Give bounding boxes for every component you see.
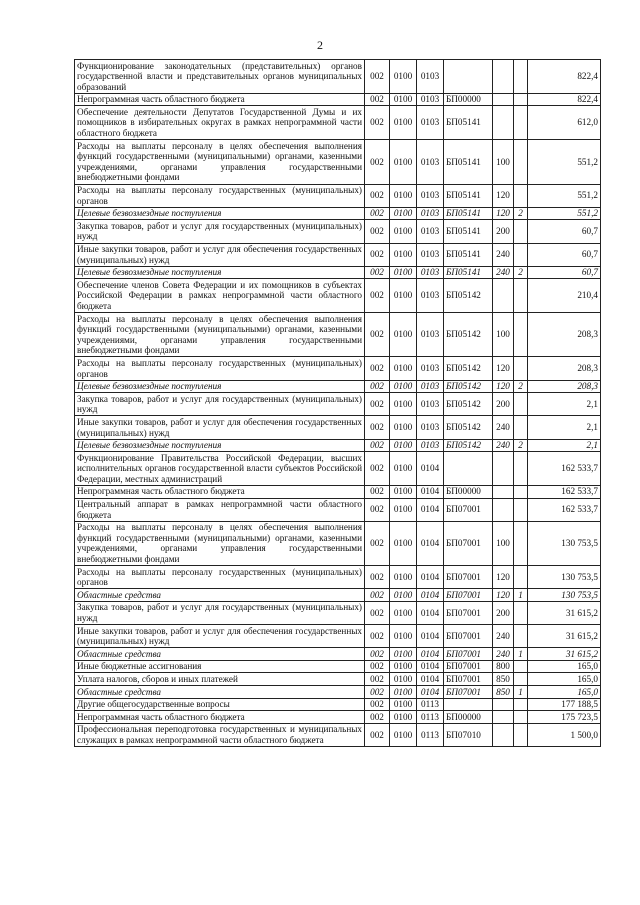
- target-article-cell: БП00000: [444, 711, 493, 724]
- section-code-cell: 0100: [390, 184, 417, 207]
- subsection-code-cell: 0103: [417, 106, 444, 140]
- admin-code-cell: 002: [365, 498, 390, 521]
- target-article-cell: [444, 698, 493, 711]
- target-article-cell: БП05142: [444, 380, 493, 393]
- admin-code-cell: 002: [365, 521, 390, 565]
- expense-name-cell: Расходы на выплаты персоналу государственных (муниципальных) органов: [75, 566, 365, 589]
- section-code-cell: 0100: [390, 313, 417, 357]
- amount-cell: 208,3: [528, 380, 601, 393]
- section-code-cell: 0100: [390, 207, 417, 220]
- table-row: [75, 601, 601, 624]
- target-article-cell: БП07001: [444, 648, 493, 661]
- table-row: [75, 184, 601, 207]
- expense-type-cell: [493, 93, 514, 106]
- funding-source-cell: 2: [514, 207, 528, 220]
- expense-name-cell: Функционирование Правительства Российской Федерации, высших исполнительных органов государственной власти субъектов Российской Федерации, местных администраций: [75, 452, 365, 486]
- amount-cell: 165,0: [528, 673, 601, 686]
- section-code-cell: 0100: [390, 439, 417, 452]
- admin-code-cell: 002: [365, 266, 390, 279]
- table-row: [75, 723, 601, 746]
- amount-cell: 175 723,5: [528, 711, 601, 724]
- amount-cell: 60,7: [528, 243, 601, 266]
- table-row: [75, 416, 601, 439]
- subsection-code-cell: 0113: [417, 711, 444, 724]
- admin-code-cell: 002: [365, 566, 390, 589]
- budget-table: [74, 59, 601, 747]
- expense-type-cell: 240: [493, 625, 514, 648]
- table-row: [75, 207, 601, 220]
- expense-type-cell: 120: [493, 357, 514, 380]
- expense-name-cell: Целевые безвозмездные поступления: [75, 380, 365, 393]
- subsection-code-cell: 0113: [417, 723, 444, 746]
- section-code-cell: 0100: [390, 686, 417, 699]
- expense-name-cell: Расходы на выплаты персоналу в целях обеспечения выполнения функций государственными (муниципальными) органами, казенными учреждениями, органами управления государственными внебюджетными фондами: [75, 521, 365, 565]
- amount-cell: 130 753,5: [528, 521, 601, 565]
- table-row: [75, 589, 601, 602]
- expense-name-cell: Иные закупки товаров, работ и услуг для обеспечения государственных (муниципальных) нужд: [75, 416, 365, 439]
- table-row: [75, 498, 601, 521]
- expense-name-cell: Профессиональная переподготовка государственных и муниципальных служащих в рамках непрограммной части областного бюджета: [75, 723, 365, 746]
- amount-cell: 208,3: [528, 313, 601, 357]
- expense-type-cell: 240: [493, 416, 514, 439]
- expense-type-cell: [493, 485, 514, 498]
- target-article-cell: БП07001: [444, 601, 493, 624]
- table-row: [75, 243, 601, 266]
- amount-cell: 2,1: [528, 393, 601, 416]
- target-article-cell: БП05142: [444, 416, 493, 439]
- admin-code-cell: 002: [365, 313, 390, 357]
- target-article-cell: БП05142: [444, 439, 493, 452]
- expense-name-cell: Расходы на выплаты персоналу государственных (муниципальных) органов: [75, 357, 365, 380]
- admin-code-cell: 002: [365, 184, 390, 207]
- table-row: [75, 711, 601, 724]
- admin-code-cell: 002: [365, 723, 390, 746]
- table-row: [75, 648, 601, 661]
- target-article-cell: БП05141: [444, 207, 493, 220]
- target-article-cell: БП07001: [444, 566, 493, 589]
- expense-name-cell: Обеспечение деятельности Депутатов Государственной Думы и их помощников в избирательных округах в рамках непрограммной части областного бюджета: [75, 106, 365, 140]
- table-row: [75, 106, 601, 140]
- expense-name-cell: Непрограммная часть областного бюджета: [75, 93, 365, 106]
- amount-cell: 551,2: [528, 140, 601, 184]
- funding-source-cell: [514, 660, 528, 673]
- subsection-code-cell: 0103: [417, 220, 444, 243]
- expense-name-cell: Расходы на выплаты персоналу в целях обеспечения выполнения функций государственными (муниципальными) органами, казенными учреждениями, органами управления государственными внебюджетными фондами: [75, 313, 365, 357]
- funding-source-cell: [514, 723, 528, 746]
- table-row: [75, 566, 601, 589]
- section-code-cell: 0100: [390, 698, 417, 711]
- funding-source-cell: 2: [514, 439, 528, 452]
- expense-name-cell: Закупка товаров, работ и услуг для государственных (муниципальных) нужд: [75, 601, 365, 624]
- admin-code-cell: 002: [365, 686, 390, 699]
- subsection-code-cell: 0113: [417, 698, 444, 711]
- section-code-cell: 0100: [390, 452, 417, 486]
- section-code-cell: 0100: [390, 393, 417, 416]
- amount-cell: 60,7: [528, 220, 601, 243]
- subsection-code-cell: 0103: [417, 140, 444, 184]
- amount-cell: 177 188,5: [528, 698, 601, 711]
- admin-code-cell: 002: [365, 393, 390, 416]
- target-article-cell: БП07001: [444, 625, 493, 648]
- expense-type-cell: 240: [493, 439, 514, 452]
- funding-source-cell: [514, 313, 528, 357]
- expense-name-cell: Уплата налогов, сборов и иных платежей: [75, 673, 365, 686]
- section-code-cell: 0100: [390, 589, 417, 602]
- funding-source-cell: [514, 485, 528, 498]
- expense-type-cell: 120: [493, 589, 514, 602]
- subsection-code-cell: 0103: [417, 279, 444, 313]
- target-article-cell: БП05141: [444, 184, 493, 207]
- expense-name-cell: Функционирование законодательных (представительных) органов государственной власти и представительных органов муниципальных образований: [75, 60, 365, 94]
- subsection-code-cell: 0104: [417, 452, 444, 486]
- amount-cell: 822,4: [528, 60, 601, 94]
- section-code-cell: 0100: [390, 60, 417, 94]
- section-code-cell: 0100: [390, 380, 417, 393]
- table-row: [75, 625, 601, 648]
- expense-name-cell: Иные закупки товаров, работ и услуг для обеспечения государственных (муниципальных) нужд: [75, 625, 365, 648]
- section-code-cell: 0100: [390, 140, 417, 184]
- admin-code-cell: 002: [365, 380, 390, 393]
- expense-type-cell: 850: [493, 673, 514, 686]
- funding-source-cell: [514, 711, 528, 724]
- subsection-code-cell: 0103: [417, 357, 444, 380]
- admin-code-cell: 002: [365, 648, 390, 661]
- amount-cell: 130 753,5: [528, 566, 601, 589]
- funding-source-cell: [514, 416, 528, 439]
- target-article-cell: БП07001: [444, 673, 493, 686]
- expense-type-cell: 800: [493, 660, 514, 673]
- admin-code-cell: 002: [365, 60, 390, 94]
- table-row: [75, 220, 601, 243]
- expense-name-cell: Непрограммная часть областного бюджета: [75, 485, 365, 498]
- subsection-code-cell: 0104: [417, 566, 444, 589]
- admin-code-cell: 002: [365, 106, 390, 140]
- target-article-cell: БП05141: [444, 220, 493, 243]
- target-article-cell: БП00000: [444, 93, 493, 106]
- admin-code-cell: 002: [365, 140, 390, 184]
- subsection-code-cell: 0104: [417, 625, 444, 648]
- expense-name-cell: Центральный аппарат в рамках непрограммной части областного бюджета: [75, 498, 365, 521]
- funding-source-cell: [514, 106, 528, 140]
- expense-type-cell: 240: [493, 243, 514, 266]
- subsection-code-cell: 0103: [417, 313, 444, 357]
- section-code-cell: 0100: [390, 711, 417, 724]
- admin-code-cell: 002: [365, 93, 390, 106]
- funding-source-cell: [514, 357, 528, 380]
- amount-cell: 162 533,7: [528, 485, 601, 498]
- expense-type-cell: 200: [493, 393, 514, 416]
- target-article-cell: БП07001: [444, 686, 493, 699]
- subsection-code-cell: 0103: [417, 439, 444, 452]
- funding-source-cell: 2: [514, 266, 528, 279]
- subsection-code-cell: 0103: [417, 93, 444, 106]
- amount-cell: 162 533,7: [528, 498, 601, 521]
- funding-source-cell: 1: [514, 589, 528, 602]
- table-row: [75, 698, 601, 711]
- amount-cell: 165,0: [528, 660, 601, 673]
- expense-name-cell: Областные средства: [75, 648, 365, 661]
- expense-type-cell: 120: [493, 207, 514, 220]
- funding-source-cell: [514, 521, 528, 565]
- expense-name-cell: Областные средства: [75, 589, 365, 602]
- expense-name-cell: Иные закупки товаров, работ и услуг для обеспечения государственных (муниципальных) нужд: [75, 243, 365, 266]
- expense-name-cell: Иные бюджетные ассигнования: [75, 660, 365, 673]
- section-code-cell: 0100: [390, 106, 417, 140]
- subsection-code-cell: 0104: [417, 521, 444, 565]
- funding-source-cell: [514, 393, 528, 416]
- section-code-cell: 0100: [390, 601, 417, 624]
- amount-cell: 822,4: [528, 93, 601, 106]
- table-row: [75, 93, 601, 106]
- expense-type-cell: 240: [493, 266, 514, 279]
- table-row: [75, 660, 601, 673]
- admin-code-cell: 002: [365, 485, 390, 498]
- funding-source-cell: [514, 243, 528, 266]
- table-row: [75, 140, 601, 184]
- expense-type-cell: 100: [493, 313, 514, 357]
- funding-source-cell: [514, 566, 528, 589]
- table-row: [75, 439, 601, 452]
- table-row: [75, 357, 601, 380]
- admin-code-cell: 002: [365, 589, 390, 602]
- admin-code-cell: 002: [365, 625, 390, 648]
- expense-name-cell: Непрограммная часть областного бюджета: [75, 711, 365, 724]
- admin-code-cell: 002: [365, 452, 390, 486]
- section-code-cell: 0100: [390, 93, 417, 106]
- section-code-cell: 0100: [390, 279, 417, 313]
- funding-source-cell: [514, 279, 528, 313]
- expense-name-cell: Другие общегосударственные вопросы: [75, 698, 365, 711]
- expense-name-cell: Целевые безвозмездные поступления: [75, 207, 365, 220]
- expense-type-cell: 850: [493, 686, 514, 699]
- subsection-code-cell: 0103: [417, 416, 444, 439]
- amount-cell: 2,1: [528, 416, 601, 439]
- target-article-cell: БП05141: [444, 140, 493, 184]
- subsection-code-cell: 0103: [417, 266, 444, 279]
- funding-source-cell: [514, 698, 528, 711]
- target-article-cell: БП07010: [444, 723, 493, 746]
- amount-cell: 162 533,7: [528, 452, 601, 486]
- page-number: 2: [317, 38, 323, 52]
- target-article-cell: БП00000: [444, 485, 493, 498]
- subsection-code-cell: 0103: [417, 60, 444, 94]
- funding-source-cell: [514, 498, 528, 521]
- subsection-code-cell: 0103: [417, 243, 444, 266]
- table-row: [75, 452, 601, 486]
- target-article-cell: БП05142: [444, 357, 493, 380]
- admin-code-cell: 002: [365, 439, 390, 452]
- admin-code-cell: 002: [365, 243, 390, 266]
- amount-cell: 60,7: [528, 266, 601, 279]
- amount-cell: 31 615,2: [528, 648, 601, 661]
- amount-cell: 1 500,0: [528, 723, 601, 746]
- expense-name-cell: Закупка товаров, работ и услуг для государственных (муниципальных) нужд: [75, 220, 365, 243]
- section-code-cell: 0100: [390, 416, 417, 439]
- amount-cell: 551,2: [528, 184, 601, 207]
- target-article-cell: БП07001: [444, 589, 493, 602]
- expense-type-cell: 100: [493, 521, 514, 565]
- table-row: [75, 313, 601, 357]
- subsection-code-cell: 0104: [417, 686, 444, 699]
- expense-type-cell: 200: [493, 220, 514, 243]
- subsection-code-cell: 0104: [417, 589, 444, 602]
- expense-type-cell: [493, 106, 514, 140]
- funding-source-cell: [514, 452, 528, 486]
- expense-type-cell: 200: [493, 601, 514, 624]
- table-row: [75, 266, 601, 279]
- expense-name-cell: Целевые безвозмездные поступления: [75, 266, 365, 279]
- expense-type-cell: [493, 279, 514, 313]
- section-code-cell: 0100: [390, 266, 417, 279]
- funding-source-cell: [514, 60, 528, 94]
- expense-type-cell: [493, 452, 514, 486]
- table-row: [75, 521, 601, 565]
- section-code-cell: 0100: [390, 243, 417, 266]
- target-article-cell: БП05142: [444, 313, 493, 357]
- table-row: [75, 60, 601, 94]
- funding-source-cell: [514, 93, 528, 106]
- target-article-cell: [444, 452, 493, 486]
- amount-cell: 2,1: [528, 439, 601, 452]
- expense-type-cell: [493, 60, 514, 94]
- subsection-code-cell: 0103: [417, 380, 444, 393]
- funding-source-cell: 1: [514, 686, 528, 699]
- subsection-code-cell: 0103: [417, 207, 444, 220]
- table-row: [75, 279, 601, 313]
- amount-cell: 31 615,2: [528, 601, 601, 624]
- table-row: [75, 393, 601, 416]
- section-code-cell: 0100: [390, 566, 417, 589]
- section-code-cell: 0100: [390, 220, 417, 243]
- section-code-cell: 0100: [390, 498, 417, 521]
- expense-type-cell: 120: [493, 184, 514, 207]
- admin-code-cell: 002: [365, 357, 390, 380]
- subsection-code-cell: 0103: [417, 184, 444, 207]
- admin-code-cell: 002: [365, 711, 390, 724]
- target-article-cell: БП07001: [444, 521, 493, 565]
- funding-source-cell: 2: [514, 380, 528, 393]
- admin-code-cell: 002: [365, 416, 390, 439]
- target-article-cell: [444, 60, 493, 94]
- target-article-cell: БП05141: [444, 106, 493, 140]
- target-article-cell: БП05141: [444, 243, 493, 266]
- section-code-cell: 0100: [390, 625, 417, 648]
- funding-source-cell: 1: [514, 648, 528, 661]
- subsection-code-cell: 0104: [417, 660, 444, 673]
- expense-name-cell: Расходы на выплаты персоналу государственных (муниципальных) органов: [75, 184, 365, 207]
- subsection-code-cell: 0104: [417, 648, 444, 661]
- section-code-cell: 0100: [390, 660, 417, 673]
- funding-source-cell: [514, 673, 528, 686]
- expense-type-cell: [493, 711, 514, 724]
- expense-type-cell: 120: [493, 566, 514, 589]
- section-code-cell: 0100: [390, 357, 417, 380]
- expense-type-cell: [493, 498, 514, 521]
- expense-name-cell: Закупка товаров, работ и услуг для государственных (муниципальных) нужд: [75, 393, 365, 416]
- section-code-cell: 0100: [390, 485, 417, 498]
- expense-type-cell: 240: [493, 648, 514, 661]
- admin-code-cell: 002: [365, 279, 390, 313]
- section-code-cell: 0100: [390, 673, 417, 686]
- budget-table-body: [75, 60, 601, 747]
- admin-code-cell: 002: [365, 207, 390, 220]
- expense-name-cell: Обеспечение членов Совета Федерации и их помощников в субъектах Российской Федерации в рамках непрограммной части областного бюджета: [75, 279, 365, 313]
- amount-cell: 210,4: [528, 279, 601, 313]
- target-article-cell: БП07001: [444, 498, 493, 521]
- admin-code-cell: 002: [365, 673, 390, 686]
- subsection-code-cell: 0104: [417, 673, 444, 686]
- target-article-cell: БП07001: [444, 660, 493, 673]
- expense-name-cell: Областные средства: [75, 686, 365, 699]
- subsection-code-cell: 0103: [417, 393, 444, 416]
- admin-code-cell: 002: [365, 698, 390, 711]
- funding-source-cell: [514, 220, 528, 243]
- expense-type-cell: [493, 723, 514, 746]
- funding-source-cell: [514, 184, 528, 207]
- expense-type-cell: 120: [493, 380, 514, 393]
- expense-name-cell: Расходы на выплаты персоналу в целях обеспечения выполнения функций государственными (муниципальными) органами, казенными учреждениями, органами управления государственными внебюджетными фондами: [75, 140, 365, 184]
- funding-source-cell: [514, 601, 528, 624]
- admin-code-cell: 002: [365, 601, 390, 624]
- subsection-code-cell: 0104: [417, 485, 444, 498]
- section-code-cell: 0100: [390, 648, 417, 661]
- table-row: [75, 686, 601, 699]
- subsection-code-cell: 0104: [417, 601, 444, 624]
- amount-cell: 551,2: [528, 207, 601, 220]
- table-row: [75, 380, 601, 393]
- table-row: [75, 485, 601, 498]
- funding-source-cell: [514, 625, 528, 648]
- expense-type-cell: [493, 698, 514, 711]
- expense-type-cell: 100: [493, 140, 514, 184]
- amount-cell: 130 753,5: [528, 589, 601, 602]
- amount-cell: 31 615,2: [528, 625, 601, 648]
- target-article-cell: БП05142: [444, 279, 493, 313]
- admin-code-cell: 002: [365, 220, 390, 243]
- section-code-cell: 0100: [390, 521, 417, 565]
- table-row: [75, 673, 601, 686]
- section-code-cell: 0100: [390, 723, 417, 746]
- amount-cell: 165,0: [528, 686, 601, 699]
- target-article-cell: БП05142: [444, 393, 493, 416]
- amount-cell: 612,0: [528, 106, 601, 140]
- admin-code-cell: 002: [365, 660, 390, 673]
- amount-cell: 208,3: [528, 357, 601, 380]
- expense-name-cell: Целевые безвозмездные поступления: [75, 439, 365, 452]
- subsection-code-cell: 0104: [417, 498, 444, 521]
- funding-source-cell: [514, 140, 528, 184]
- target-article-cell: БП05141: [444, 266, 493, 279]
